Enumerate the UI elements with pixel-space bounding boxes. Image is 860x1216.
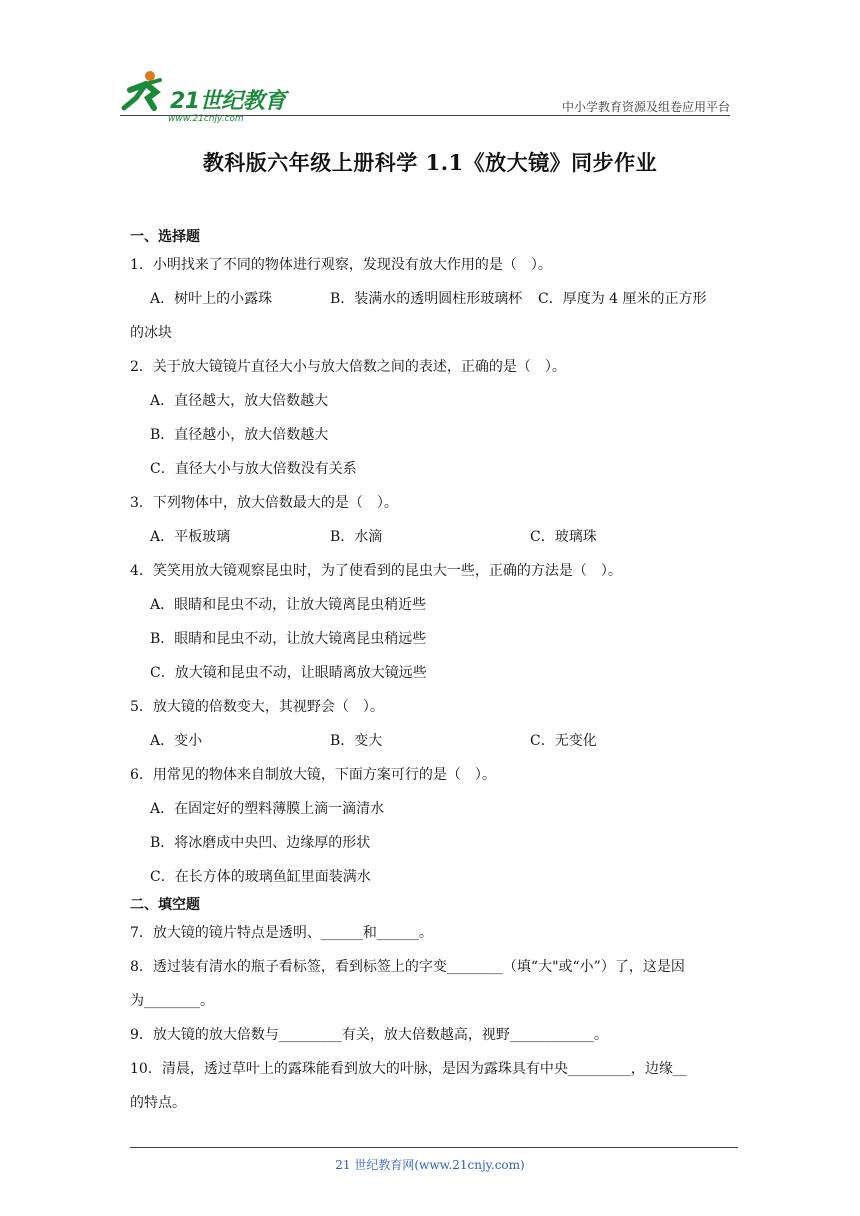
- section-heading-choice: 一、选择题: [130, 229, 200, 245]
- question-10: 10．清晨，透过草叶上的露珠能看到放大的叶脉，是因为露珠具有中央_________，边缘__: [130, 1061, 687, 1077]
- worksheet-body: [130, 226, 740, 1120]
- logo-text: 21世纪教育: [170, 89, 286, 114]
- question-3-options: [130, 520, 740, 554]
- option-c: C．无变化: [530, 733, 597, 749]
- option-c: C．在长方体的玻璃鱼缸里面装满水: [150, 869, 371, 885]
- footer-link[interactable]: 21 世纪教育网(www.21cnjy.com): [335, 1158, 525, 1172]
- option-c-continued: 的冰块: [130, 325, 172, 341]
- option-c: C．厚度为 4 厘米的正方形: [538, 291, 707, 307]
- header-divider: [120, 115, 730, 116]
- option-a: A．平板玻璃: [150, 529, 231, 545]
- question-2: 2．关于放大镜镜片直径大小与放大倍数之间的表述，正确的是（ ）。: [130, 359, 566, 375]
- question-8-continued: 为________。: [130, 993, 214, 1009]
- question-1: 1．小明找来了不同的物体进行观察，发现没有放大作用的是（ ）。: [130, 257, 552, 273]
- option-b: B．直径越小，放大倍数越大: [150, 427, 329, 443]
- question-5: 5．放大镜的倍数变大，其视野会（ ）。: [130, 699, 384, 715]
- option-a: A．在固定好的塑料薄膜上滴一滴清水: [150, 801, 385, 817]
- option-c: C．玻璃珠: [530, 529, 597, 545]
- question-7: 7．放大镜的镜片特点是透明、______和______。: [130, 925, 433, 941]
- option-a: A．变小: [150, 733, 203, 749]
- footer-divider: [130, 1147, 738, 1148]
- option-c: C．放大镜和昆虫不动，让眼睛离放大镜远些: [150, 665, 427, 681]
- option-a: A．树叶上的小露珠: [150, 291, 273, 307]
- logo-url: www.21cnjy.com: [168, 114, 244, 124]
- runner-icon: [120, 68, 168, 112]
- option-a: A．直径越大，放大倍数越大: [150, 393, 329, 409]
- site-logo: [120, 68, 320, 124]
- option-b: B．将冰磨成中央凹、边缘厚的形状: [150, 835, 371, 851]
- section-heading-fill: 二、填空题: [130, 897, 200, 913]
- question-3: 3．下列物体中，放大倍数最大的是（ ）。: [130, 495, 398, 511]
- question-4: 4．笑笑用放大镜观察昆虫时，为了使看到的昆虫大一些，正确的方法是（ ）。: [130, 563, 622, 579]
- platform-label: 中小学教育资源及组卷应用平台: [561, 100, 730, 114]
- option-c: C．直径大小与放大倍数没有关系: [150, 461, 357, 477]
- question-8: 8．透过装有清水的瓶子看标签，看到标签上的字变________（填“大"或“小”）了，这是因: [130, 959, 685, 975]
- option-b: B．眼睛和昆虫不动，让放大镜离昆虫稍远些: [150, 631, 427, 647]
- option-b: B．装满水的透明圆柱形玻璃杯: [330, 291, 523, 307]
- page-title: 教科版六年级上册科学 1.1《放大镜》同步作业: [202, 150, 658, 175]
- page-header: [120, 60, 730, 124]
- question-5-options: [130, 724, 740, 758]
- question-6: 6．用常见的物体来自制放大镜，下面方案可行的是（ ）。: [130, 767, 496, 783]
- question-9: 9．放大镜的放大倍数与_________有关，放大倍数越高，视野____________。: [130, 1027, 608, 1043]
- option-b: B．变大: [330, 733, 383, 749]
- option-b: B．水滴: [330, 529, 383, 545]
- question-10-continued: 的特点。: [130, 1095, 186, 1111]
- option-a: A．眼睛和昆虫不动，让放大镜离昆虫稍近些: [150, 597, 427, 613]
- question-1-options: [130, 282, 740, 316]
